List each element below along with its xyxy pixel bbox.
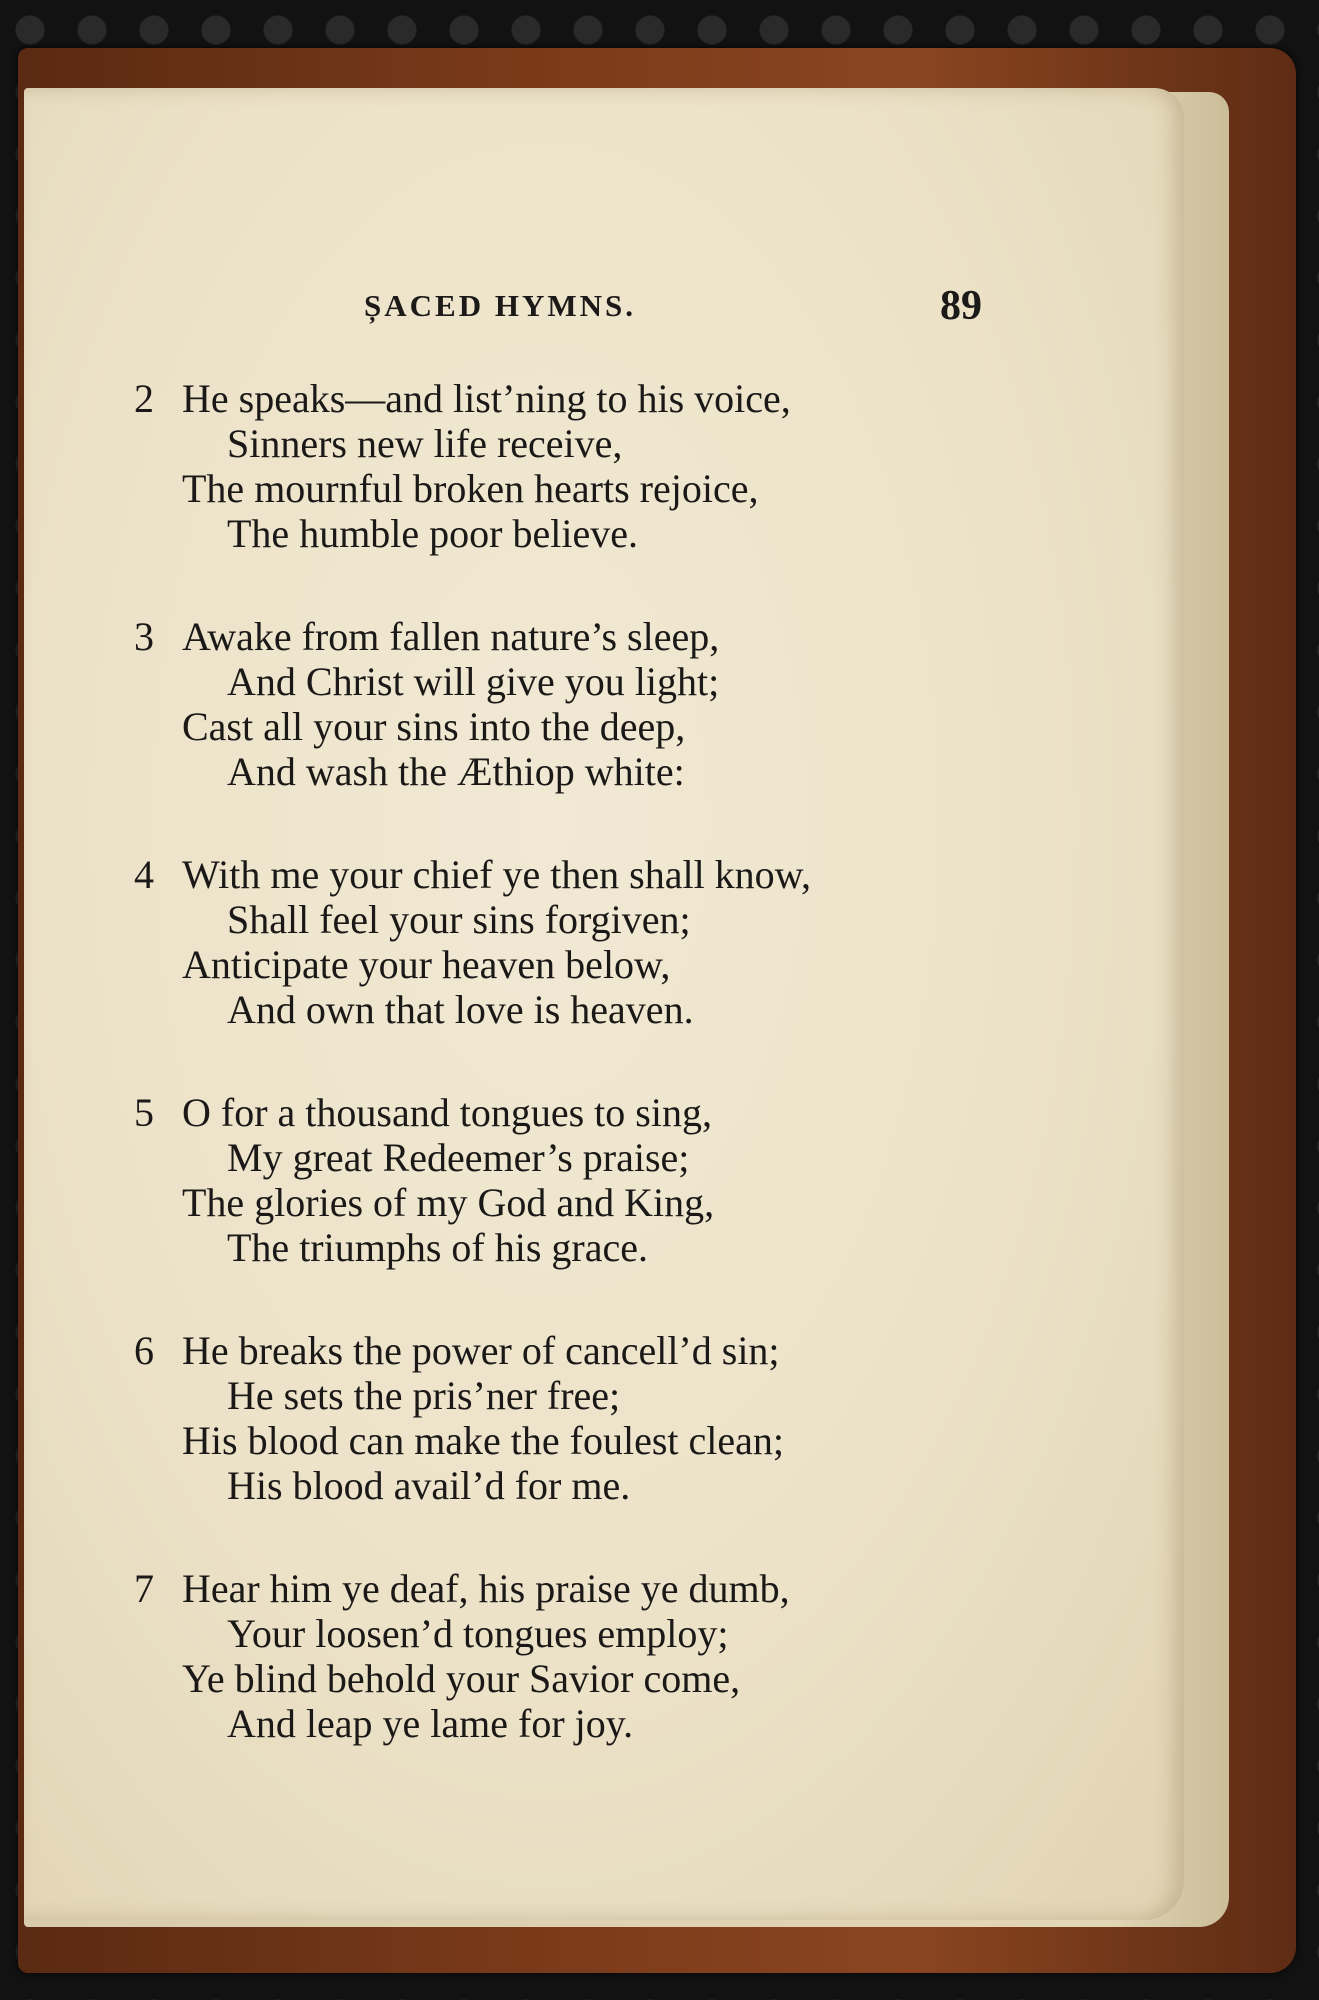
verse-line: And wash the Æthiop white: bbox=[227, 749, 685, 794]
stanza-number: 4 bbox=[134, 852, 154, 897]
verse-line: The mournful broken hearts rejoice, bbox=[182, 466, 759, 511]
verse-line: Sinners new life receive, bbox=[227, 421, 623, 466]
verse-line: Cast all your sins into the deep, bbox=[182, 704, 686, 749]
page-number: 89 bbox=[940, 283, 982, 329]
verse-line: His blood can make the foulest clean; bbox=[182, 1418, 785, 1463]
verse-line: His blood avail’d for me. bbox=[227, 1463, 631, 1508]
stanza-number: 7 bbox=[134, 1566, 154, 1611]
verse-line: And leap ye lame for joy. bbox=[227, 1701, 634, 1746]
verse-line: Your loosen’d tongues employ; bbox=[227, 1611, 729, 1656]
verse-line: Hear him ye deaf, his praise ye dumb, bbox=[182, 1566, 790, 1611]
verse-line: And own that love is heaven. bbox=[227, 987, 694, 1032]
stanza-number: 3 bbox=[134, 614, 154, 659]
verse-line: Awake from fallen nature’s sleep, bbox=[182, 614, 720, 659]
verse-line: With me your chief ye then shall know, bbox=[182, 852, 811, 897]
verse-line: He speaks—and list’ning to his voice, bbox=[182, 376, 791, 421]
verse-line: The triumphs of his grace. bbox=[227, 1225, 648, 1270]
verse-line: O for a thousand tongues to sing, bbox=[182, 1090, 712, 1135]
verse-line: The humble poor believe. bbox=[227, 511, 638, 556]
verse-line: He breaks the power of cancell’d sin; bbox=[182, 1328, 780, 1373]
verse-line: Shall feel your sins forgiven; bbox=[227, 897, 691, 942]
page-header bbox=[24, 283, 1184, 329]
running-head: ȘACED HYMNS. bbox=[364, 288, 636, 323]
stanza-number: 2 bbox=[134, 376, 154, 421]
verse-line: My great Redeemer’s praise; bbox=[227, 1135, 690, 1180]
verse-line: Anticipate your heaven below, bbox=[182, 942, 671, 987]
stanza-number: 5 bbox=[134, 1090, 154, 1135]
verse-line: And Christ will give you light; bbox=[227, 659, 720, 704]
stanza-number: 6 bbox=[134, 1328, 154, 1373]
verse-line: The glories of my God and King, bbox=[182, 1180, 715, 1225]
verse-line: Ye blind behold your Savior come, bbox=[182, 1656, 741, 1701]
verse-line: He sets the pris’ner free; bbox=[227, 1373, 621, 1418]
